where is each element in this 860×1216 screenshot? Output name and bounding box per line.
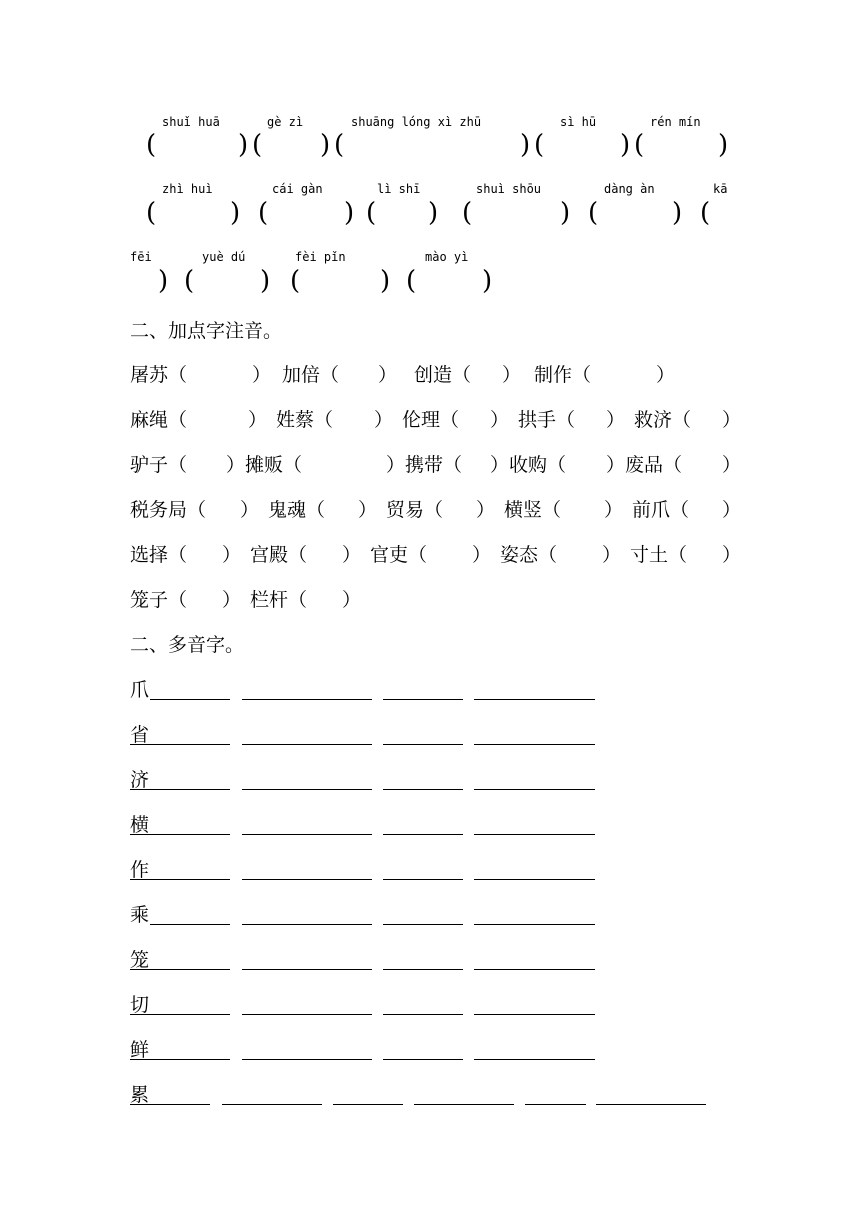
paren-open: (	[634, 130, 645, 160]
blank-line[interactable]	[242, 834, 372, 835]
pinyin: shuāng lóng xì zhū	[351, 115, 482, 129]
blank-line[interactable]	[383, 699, 463, 700]
pinyin: rén mín	[650, 115, 701, 129]
blank-line[interactable]	[383, 969, 463, 970]
paren-close: )	[482, 266, 493, 296]
paren-open: (	[334, 130, 345, 160]
blank-line[interactable]	[242, 1014, 372, 1015]
paren-open: (	[462, 198, 473, 228]
paren-close: ）	[656, 364, 676, 386]
paren-close: ）	[476, 499, 496, 521]
paren-close: )	[260, 266, 271, 296]
paren-close: ）	[722, 454, 742, 476]
blank-line[interactable]	[474, 969, 595, 970]
paren-open: (	[146, 130, 157, 160]
paren-close: )	[238, 130, 249, 160]
blank-line[interactable]	[383, 1014, 463, 1015]
word-item: 拱手（	[518, 409, 576, 431]
paren-open: (	[252, 130, 263, 160]
paren-close: )	[230, 198, 241, 228]
blank-line[interactable]	[383, 924, 463, 925]
word-item: 姓蔡（	[276, 409, 334, 431]
blank-line[interactable]	[474, 789, 595, 790]
pinyin: fēi	[130, 250, 152, 264]
paren-open: (	[366, 198, 377, 228]
blank-line[interactable]	[383, 1059, 463, 1060]
blank-line[interactable]	[222, 1104, 322, 1105]
pinyin: lì shī	[377, 182, 421, 196]
paren-close: ）	[722, 499, 742, 521]
paren-close: ）	[374, 409, 394, 431]
paren-close: )	[718, 130, 729, 160]
blank-line[interactable]	[130, 789, 230, 790]
word-item: 驴子（	[130, 454, 188, 476]
blank-line[interactable]	[130, 1059, 230, 1060]
paren-open: (	[146, 198, 157, 228]
blank-line[interactable]	[242, 879, 372, 880]
paren-close: )	[672, 198, 683, 228]
blank-line[interactable]	[383, 879, 463, 880]
paren-close: ）	[240, 499, 260, 521]
blank-line[interactable]	[474, 1014, 595, 1015]
word-item: 税务局（	[130, 499, 207, 521]
word-item: ）摊贩（	[226, 454, 303, 476]
paren-close: )	[560, 198, 571, 228]
word-item: 救济（	[634, 409, 692, 431]
word-item: 宫殿（	[250, 544, 308, 566]
word-item: 麻绳（	[130, 409, 188, 431]
blank-line[interactable]	[242, 744, 372, 745]
paren-close: )	[380, 266, 391, 296]
word-item: ）废品（	[606, 454, 683, 476]
blank-line[interactable]	[242, 924, 372, 925]
word-item: 官吏（	[370, 544, 428, 566]
blank-line[interactable]	[383, 834, 463, 835]
paren-close: ）	[342, 589, 362, 611]
blank-line[interactable]	[383, 789, 463, 790]
paren-close: ）	[602, 544, 622, 566]
polyphone-char: 横	[130, 814, 150, 836]
paren-close: )	[428, 198, 439, 228]
blank-line[interactable]	[414, 1104, 514, 1105]
paren-close: ）	[222, 589, 242, 611]
word-item: 伦理（	[402, 409, 460, 431]
pinyin: yuè dú	[202, 250, 246, 264]
pinyin: zhì huì	[162, 182, 213, 196]
word-item: 鬼魂（	[268, 499, 326, 521]
paren-open: (	[290, 266, 301, 296]
blank-line[interactable]	[242, 1059, 372, 1060]
blank-line[interactable]	[242, 699, 372, 700]
pinyin: sì hū	[560, 115, 597, 129]
paren-close: ）	[490, 409, 510, 431]
word-item: 创造（	[414, 364, 472, 386]
word-item: 贸易（	[386, 499, 444, 521]
paren-close: ）	[222, 544, 242, 566]
polyphone-char: 乘	[130, 904, 150, 926]
blank-line[interactable]	[474, 699, 595, 700]
blank-line[interactable]	[474, 834, 595, 835]
paren-close: ）	[358, 499, 378, 521]
paren-close: ）	[722, 409, 742, 431]
paren-open: (	[184, 266, 195, 296]
section-title: 二、多音字。	[130, 634, 245, 656]
word-item: 姿态（	[500, 544, 558, 566]
pinyin: fèi pǐn	[295, 250, 346, 264]
blank-line[interactable]	[474, 924, 595, 925]
word-item: 横竖（	[504, 499, 562, 521]
blank-line[interactable]	[383, 744, 463, 745]
blank-line[interactable]	[242, 789, 372, 790]
pinyin: mào yì	[425, 250, 469, 264]
polyphone-char: 济	[130, 769, 150, 791]
paren-open: (	[406, 266, 417, 296]
paren-open: (	[588, 198, 599, 228]
paren-close: ）	[252, 364, 272, 386]
word-item: 栏杆（	[250, 589, 308, 611]
blank-line[interactable]	[130, 1104, 210, 1105]
paren-close: ）	[606, 409, 626, 431]
blank-line[interactable]	[150, 699, 230, 700]
word-item: ）收购（	[490, 454, 567, 476]
polyphone-char: 省	[130, 724, 150, 746]
section-title: 二、加点字注音。	[130, 320, 283, 342]
pinyin: shuì shōu	[476, 182, 542, 196]
blank-line[interactable]	[242, 969, 372, 970]
pinyin: shuǐ huā	[162, 115, 220, 129]
pinyin: kā	[713, 182, 728, 196]
polyphone-char: 作	[130, 859, 150, 881]
word-item: 屠苏（	[130, 364, 188, 386]
paren-close: ）	[248, 409, 268, 431]
word-item: 选择（	[130, 544, 188, 566]
paren-open: (	[534, 130, 545, 160]
polyphone-char: 爪	[130, 679, 150, 701]
blank-line[interactable]	[596, 1104, 706, 1105]
blank-line[interactable]	[525, 1104, 586, 1105]
polyphone-char: 笼	[130, 949, 150, 971]
paren-close: ）	[722, 544, 742, 566]
paren-close: )	[344, 198, 355, 228]
paren-open: (	[700, 198, 711, 228]
blank-line[interactable]	[474, 744, 595, 745]
paren-close: ）	[472, 544, 492, 566]
pinyin: cái gàn	[272, 182, 323, 196]
blank-line[interactable]	[130, 879, 230, 880]
polyphone-char: 累	[130, 1084, 150, 1106]
word-item: 寸土（	[630, 544, 688, 566]
paren-open: (	[258, 198, 269, 228]
polyphone-char: 鲜	[130, 1039, 150, 1061]
blank-line[interactable]	[333, 1104, 403, 1105]
blank-line[interactable]	[130, 744, 230, 745]
polyphone-char: 切	[130, 994, 150, 1016]
pinyin: gè zì	[267, 115, 304, 129]
blank-line[interactable]	[130, 1014, 230, 1015]
paren-close: ）	[502, 364, 522, 386]
blank-line[interactable]	[130, 834, 230, 835]
paren-close: ）	[604, 499, 624, 521]
blank-line[interactable]	[130, 969, 230, 970]
paren-close: ）	[378, 364, 398, 386]
blank-line[interactable]	[474, 879, 595, 880]
paren-close: )	[320, 130, 331, 160]
blank-line[interactable]	[474, 1059, 595, 1060]
word-item: 加倍（	[282, 364, 340, 386]
paren-close: )	[158, 266, 169, 296]
word-item: 制作（	[534, 364, 592, 386]
paren-close: ）	[342, 544, 362, 566]
paren-close: )	[620, 130, 631, 160]
blank-line[interactable]	[150, 924, 230, 925]
word-item: ）携带（	[386, 454, 463, 476]
pinyin: dàng àn	[604, 182, 655, 196]
word-item: 笼子（	[130, 589, 188, 611]
paren-close: )	[520, 130, 531, 160]
word-item: 前爪（	[632, 499, 690, 521]
